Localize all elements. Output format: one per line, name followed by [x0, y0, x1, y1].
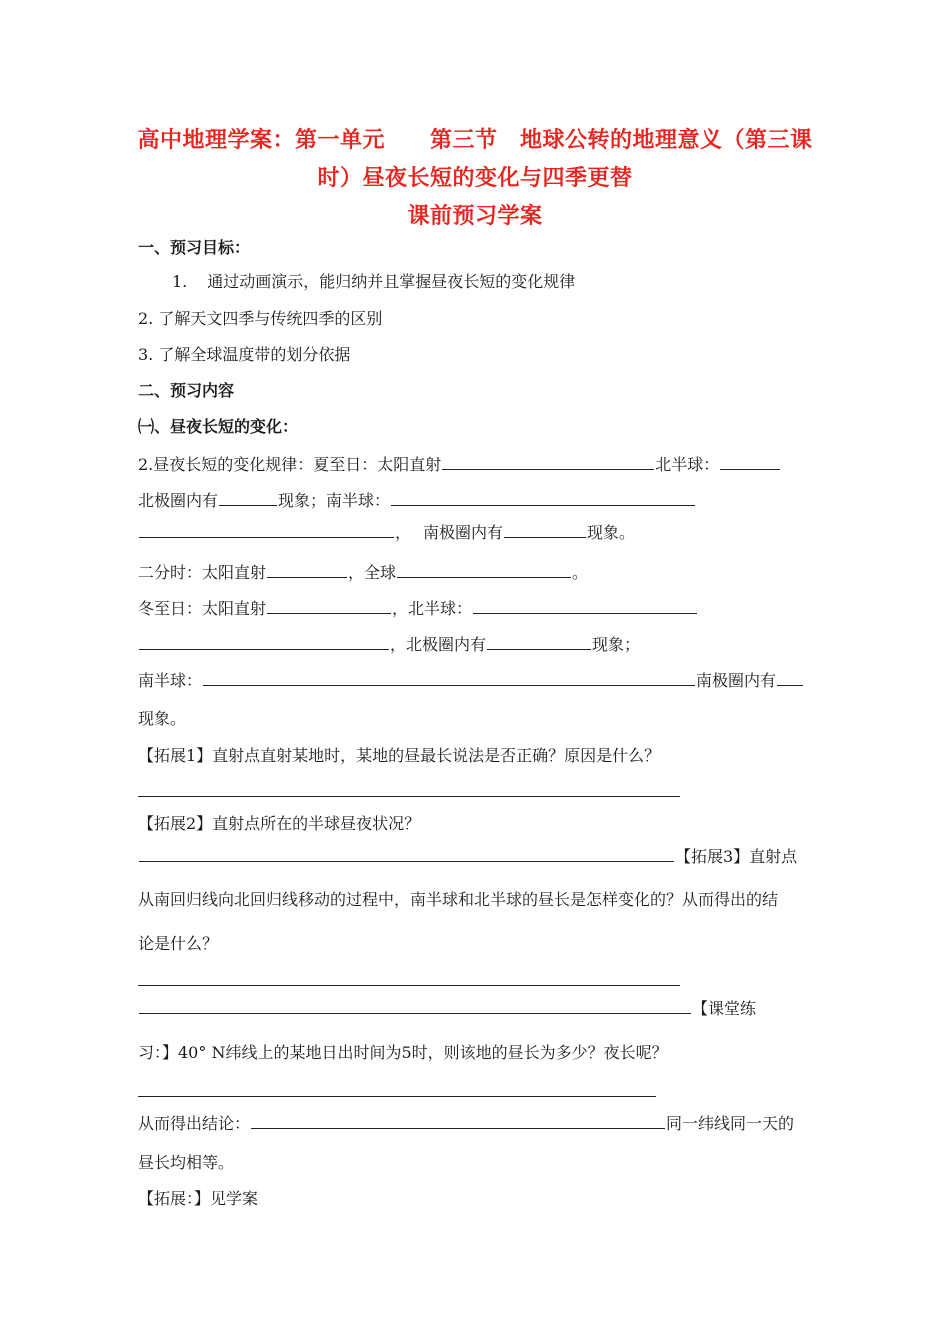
blank-winter-north-cont[interactable] — [139, 633, 389, 650]
extension-3-cont: 从南回归线向北回归线移动的过程中，南半球和北半球的昼长是怎样变化的？从而得出的结 — [138, 890, 779, 909]
blank-winter-north[interactable] — [473, 597, 697, 614]
doc-title-line1: 高中地理学案：第一单元 第三节 地球公转的地理意义（第三课 — [137, 128, 813, 153]
blank-winter-antarctic[interactable] — [777, 669, 803, 686]
summer-solstice-line — [138, 453, 781, 475]
sub-heading-day-night: ㈠、昼夜长短的变化： — [138, 417, 299, 436]
antarctic-label: 南极圈内有 — [423, 523, 504, 542]
blank-summer-south-cont[interactable] — [139, 521, 394, 538]
equinox-line — [138, 561, 588, 583]
blank-equinox-global[interactable] — [397, 561, 571, 578]
winter-arctic-label: ，北极圈内有 — [390, 635, 487, 654]
blank-winter-arctic[interactable] — [487, 633, 591, 650]
blank-ext3-cont[interactable] — [139, 997, 691, 1014]
practice-line — [138, 997, 756, 1019]
goal-2: 2. 了解天文四季与传统四季的区别 — [138, 309, 383, 328]
answer-line-practice[interactable] — [138, 1096, 656, 1097]
extension-1: 【拓展1】直射点直射某地时，某地的昼最长说法是否正确？原因是什么？ — [138, 746, 661, 765]
blank-equinox-direct[interactable] — [267, 561, 347, 578]
arctic-line — [138, 489, 696, 511]
blank-arctic[interactable] — [219, 489, 277, 506]
winter-line — [138, 597, 698, 619]
extension-3-start: 【拓展3】直射点 — [675, 847, 798, 866]
goal-1 — [172, 272, 575, 292]
conclusion-end: 昼长均相等。 — [138, 1153, 235, 1172]
extension-2: 【拓展2】直射点所在的半球昼夜状况？ — [138, 814, 421, 833]
winter-north-label: ，北半球： — [392, 599, 473, 618]
winter-label: 冬至日：太阳直射 — [138, 599, 267, 618]
blank-ext2[interactable] — [139, 845, 674, 862]
conclusion-label: 从而得出结论： — [138, 1114, 251, 1133]
equinox-label: 二分时：太阳直射 — [138, 563, 267, 582]
arctic-label: 北极圈内有 — [138, 491, 219, 510]
goal-1-text: 通过动画演示，能归纳并且掌握昼夜长短的变化规律 — [207, 272, 576, 291]
conclusion-line — [138, 1112, 794, 1134]
winter-phen-label: 现象； — [592, 635, 641, 654]
practice-start: 【课堂练 — [692, 999, 757, 1018]
practice-cont: 习：】40° N纬线上的某地日出时间为5时，则该地的昼长为多少？夜长呢？ — [138, 1043, 668, 1062]
winter-arctic-line — [138, 633, 640, 655]
goal-1-number: 1. — [172, 272, 188, 291]
antarctic-line — [138, 521, 635, 543]
south-hemi-label: 南半球： — [138, 671, 203, 690]
content-heading: 二、预习内容 — [138, 381, 235, 400]
blank-winter-direct[interactable] — [267, 597, 391, 614]
answer-line-ext1[interactable] — [138, 796, 680, 797]
global-label: ，全球 — [348, 563, 397, 582]
doc-title-line3: 课前预习学案 — [407, 204, 543, 229]
final-extension: 【拓展：】见学案 — [138, 1189, 259, 1208]
blank-antarctic[interactable] — [504, 521, 586, 538]
blank-summer-north[interactable] — [720, 453, 780, 470]
goal-3: 3. 了解全球温度带的划分依据 — [138, 345, 351, 364]
blank-summer-direct[interactable] — [442, 453, 654, 470]
blank-conclusion[interactable] — [251, 1112, 665, 1129]
north-hemi-label: 北半球： — [655, 455, 720, 474]
comma-1: ， — [395, 523, 412, 542]
winter-antarctic-label: 南极圈内有 — [696, 671, 777, 690]
answer-line-ext3[interactable] — [138, 985, 680, 986]
phenomenon-end: 现象。 — [587, 523, 636, 542]
extension-2-answer-line — [138, 845, 797, 867]
blank-summer-south[interactable] — [391, 489, 695, 506]
phenomenon-only: 现象。 — [138, 709, 187, 728]
goals-heading: 一、预习目标： — [138, 238, 251, 257]
winter-south-line — [138, 669, 804, 691]
doc-title-line2: 时）昼夜长短的变化与四季更替 — [317, 166, 633, 191]
blank-winter-south[interactable] — [203, 669, 695, 686]
extension-3-end: 论是什么？ — [138, 934, 219, 953]
rule-intro: 2.昼夜长短的变化规律：夏至日：太阳直射 — [138, 455, 442, 474]
phenomenon-south-label: 现象；南半球： — [278, 491, 391, 510]
conclusion-tail: 同一纬线同一天的 — [666, 1114, 795, 1133]
period-1: 。 — [572, 563, 589, 582]
